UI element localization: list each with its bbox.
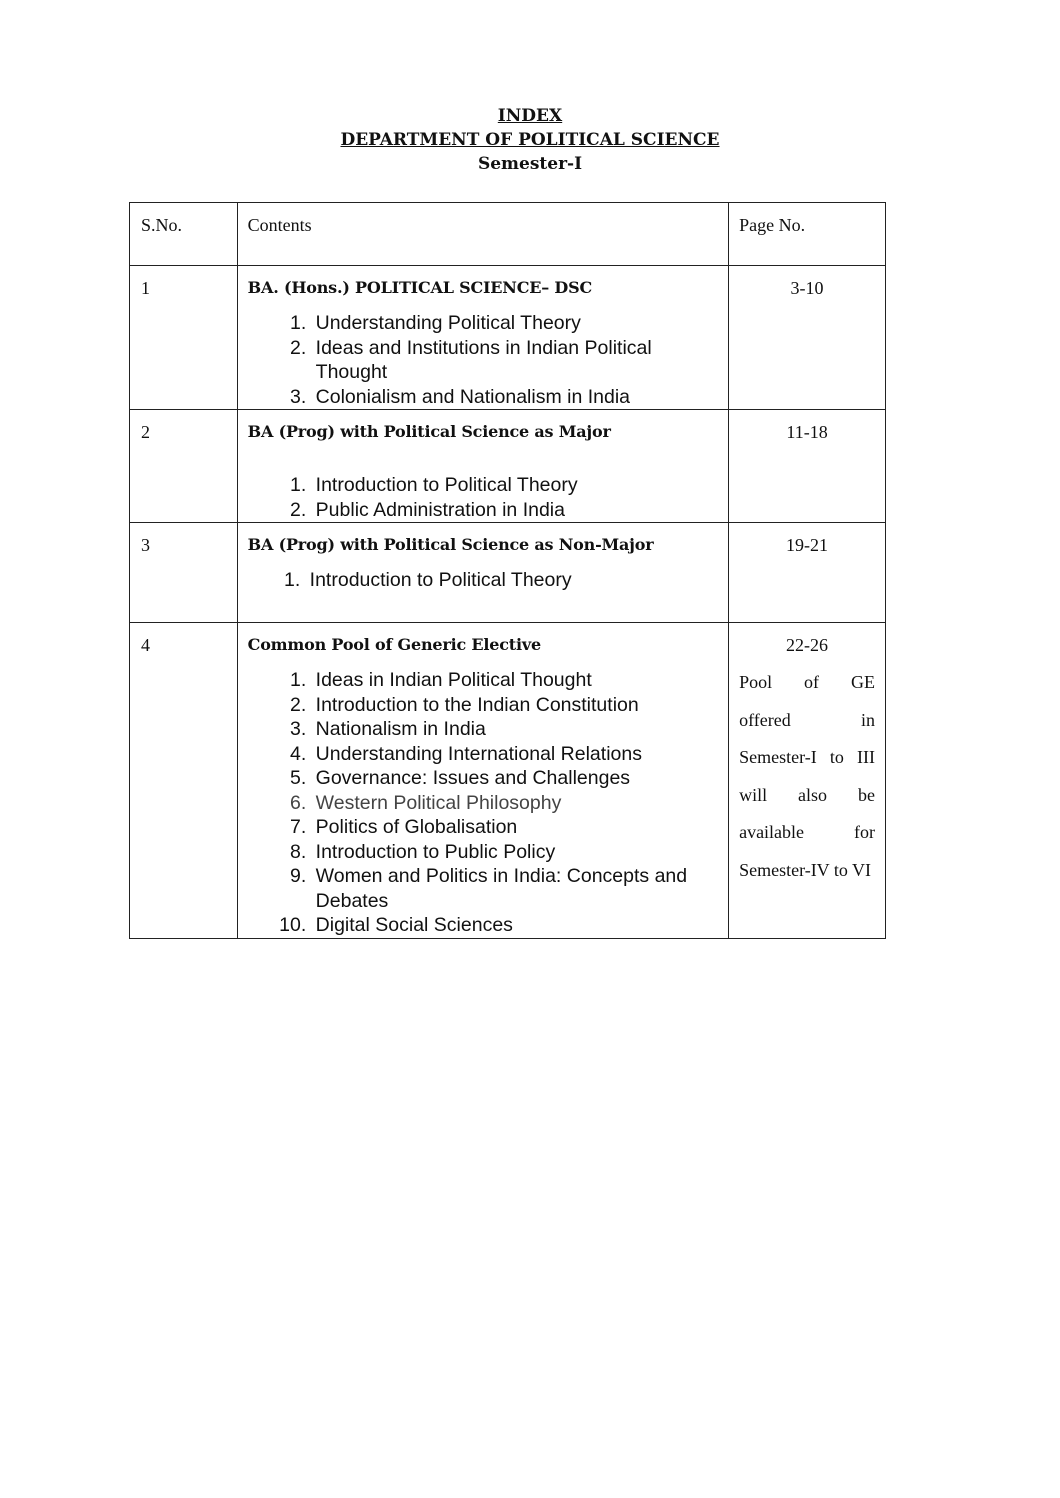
page-range: 22-26 bbox=[786, 635, 829, 655]
list-item: 6. Western Political Philosophy bbox=[312, 791, 728, 816]
table-row bbox=[130, 266, 886, 410]
section-title: BA (Prog) with Political Science as Non-Major bbox=[247, 535, 654, 554]
table-header-row bbox=[130, 203, 886, 266]
row-pages-cell bbox=[729, 410, 886, 523]
ge-note: Pool of GE offered in Semester-I to III will also be available for Semester-IV to VI bbox=[739, 672, 875, 880]
row-pages-cell bbox=[729, 266, 886, 410]
list-item: 3. Colonialism and Nationalism in India bbox=[312, 385, 728, 410]
row-pages-cell bbox=[729, 523, 886, 623]
row-contents bbox=[237, 623, 728, 939]
list-item: 3. Nationalism in India bbox=[312, 717, 728, 742]
column-header-contents: Contents bbox=[237, 203, 728, 266]
list-item: 1. Introduction to Political Theory bbox=[312, 473, 728, 498]
course-list bbox=[238, 668, 728, 938]
column-header-page: Page No. bbox=[729, 203, 886, 266]
page-range: 3-10 bbox=[790, 278, 824, 298]
page-range: 19-21 bbox=[786, 535, 829, 555]
section-title: BA. (Hons.) POLITICAL SCIENCE– DSC bbox=[247, 278, 592, 297]
semester-heading: Semester-I bbox=[477, 154, 583, 174]
row-pages-cell bbox=[729, 623, 886, 939]
list-item: 5. Governance: Issues and Challenges bbox=[312, 766, 728, 791]
row-contents bbox=[237, 410, 728, 523]
document-header bbox=[0, 104, 1060, 176]
row-sno: 1 bbox=[130, 266, 238, 410]
list-item: 2. Ideas and Institutions in Indian Political Thought bbox=[312, 336, 728, 385]
column-header-sno: S.No. bbox=[130, 203, 238, 266]
list-item: 9. Women and Politics in India: Concepts and Debates bbox=[312, 864, 728, 913]
row-sno: 3 bbox=[130, 523, 238, 623]
list-item: 7. Politics of Globalisation bbox=[312, 815, 728, 840]
section-title: BA (Prog) with Political Science as Major bbox=[247, 422, 611, 441]
row-sno: 2 bbox=[130, 410, 238, 523]
list-item: 4. Understanding International Relations bbox=[312, 742, 728, 767]
list-item: 2. Introduction to the Indian Constitution bbox=[312, 693, 728, 718]
department-heading: DEPARTMENT OF POLITICAL SCIENCE bbox=[340, 130, 720, 150]
list-item: 2. Public Administration in India bbox=[312, 498, 728, 523]
row-contents bbox=[237, 266, 728, 410]
table-row bbox=[130, 410, 886, 523]
list-item: 10. Digital Social Sciences bbox=[312, 913, 728, 938]
list-item: 8. Introduction to Public Policy bbox=[312, 840, 728, 865]
row-sno: 4 bbox=[130, 623, 238, 939]
table-row bbox=[130, 623, 886, 939]
row-contents bbox=[237, 523, 728, 623]
course-list bbox=[238, 311, 728, 409]
list-item: 1. Introduction to Political Theory bbox=[306, 568, 728, 593]
list-item: 1. Understanding Political Theory bbox=[312, 311, 728, 336]
table-row bbox=[130, 523, 886, 623]
course-list bbox=[238, 473, 728, 522]
page-range: 11-18 bbox=[786, 422, 828, 442]
section-title: Common Pool of Generic Elective bbox=[247, 635, 541, 654]
index-table bbox=[129, 202, 886, 939]
index-heading: INDEX bbox=[497, 106, 563, 126]
list-item: 1. Ideas in Indian Political Thought bbox=[312, 668, 728, 693]
course-list bbox=[238, 568, 728, 593]
